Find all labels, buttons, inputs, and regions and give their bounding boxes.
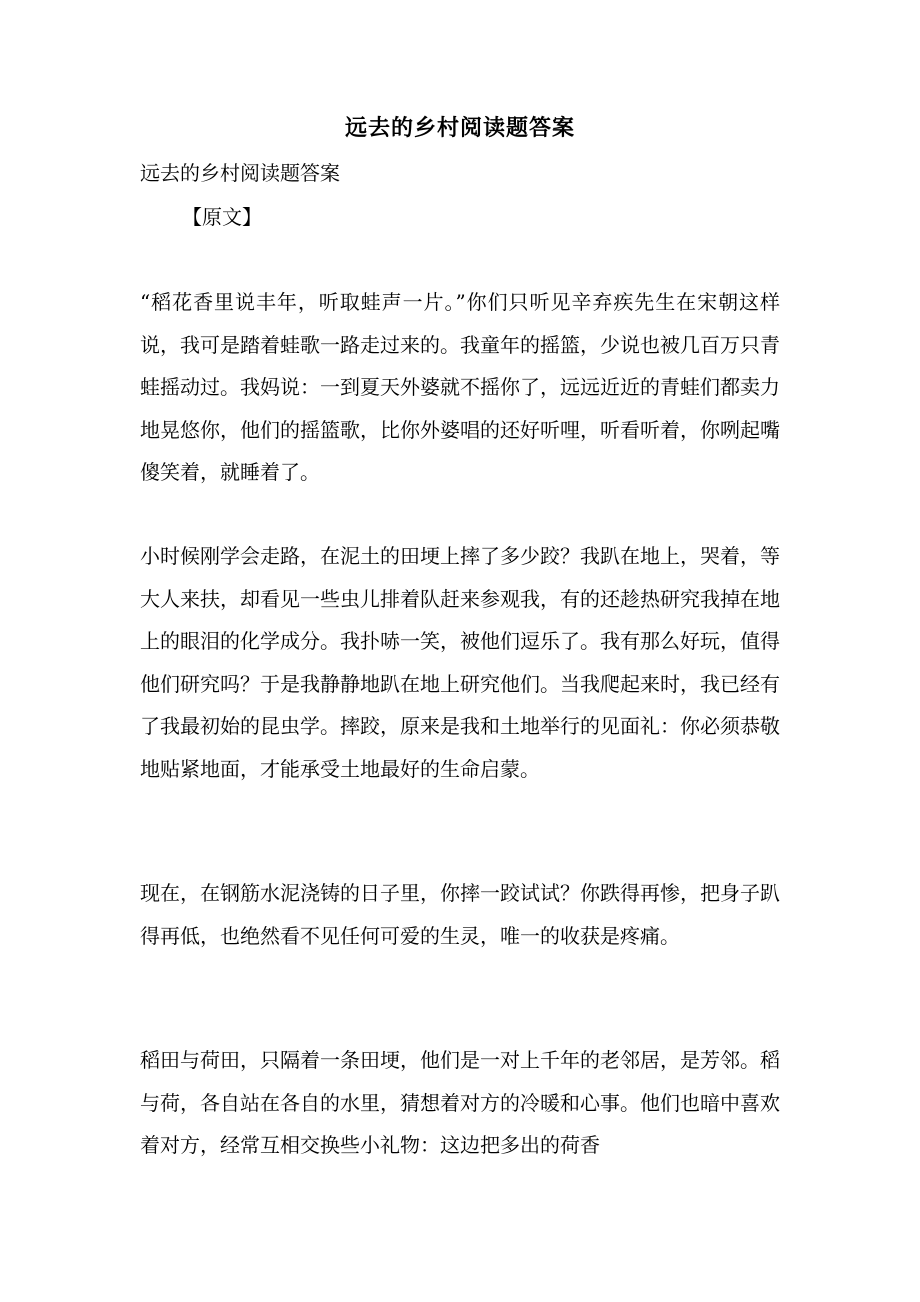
paragraph-4: 稻田与荷田，只隔着一条田埂，他们是一对上千年的老邻居，是芳邻。稻与荷，各自站在各自的水里，猜想着对方的冷暖和心事。他们也暗中喜欢着对方，经常互相交换些小礼物：这边把多出的荷香: [140, 1048, 780, 1157]
paragraph-2: 小时候刚学会走路，在泥土的田埂上摔了多少跤？我趴在地上，哭着，等大人来扶，却看见一些虫儿排着队赶来参观我，有的还趁热研究我掉在地上的眼泪的化学成分。我扑哧一笑，被他们逗乐了。我有那么好玩，值得他们研究吗？于是我静静地趴在地上研究他们。当我爬起来时，我已经有了我最初始的昆虫学。摔跤，原来是我和土地举行的见面礼：你必须恭敬地贴紧地面，才能承受土地最好的生命启蒙。: [140, 544, 780, 781]
document-subtitle: 远去的乡村阅读题答案: [140, 161, 340, 185]
paragraph-1: “稻花香里说丰年，听取蛙声一片。”你们只听见辛弃疾先生在宋朝这样说，我可是踏着蛙歌一路走过来的。我童年的摇篮，少说也被几百万只青蛙摇动过。我妈说：一到夏天外婆就不摇你了，远远近近的青蛙们都卖力地晃悠你，他们的摇篮歌，比你外婆唱的还好听哩，听看听着，你咧起嘴傻笑着，就睡着了。: [140, 290, 780, 484]
section-label-original-text: 【原文】: [182, 205, 262, 229]
paragraph-3: 现在，在钢筋水泥浇铸的日子里，你摔一跤试试？你跌得再惨，把身子趴得再低，也绝然看不见任何可爱的生灵，唯一的收获是疼痛。: [140, 881, 780, 948]
document-title: 远去的乡村阅读题答案: [344, 115, 575, 141]
